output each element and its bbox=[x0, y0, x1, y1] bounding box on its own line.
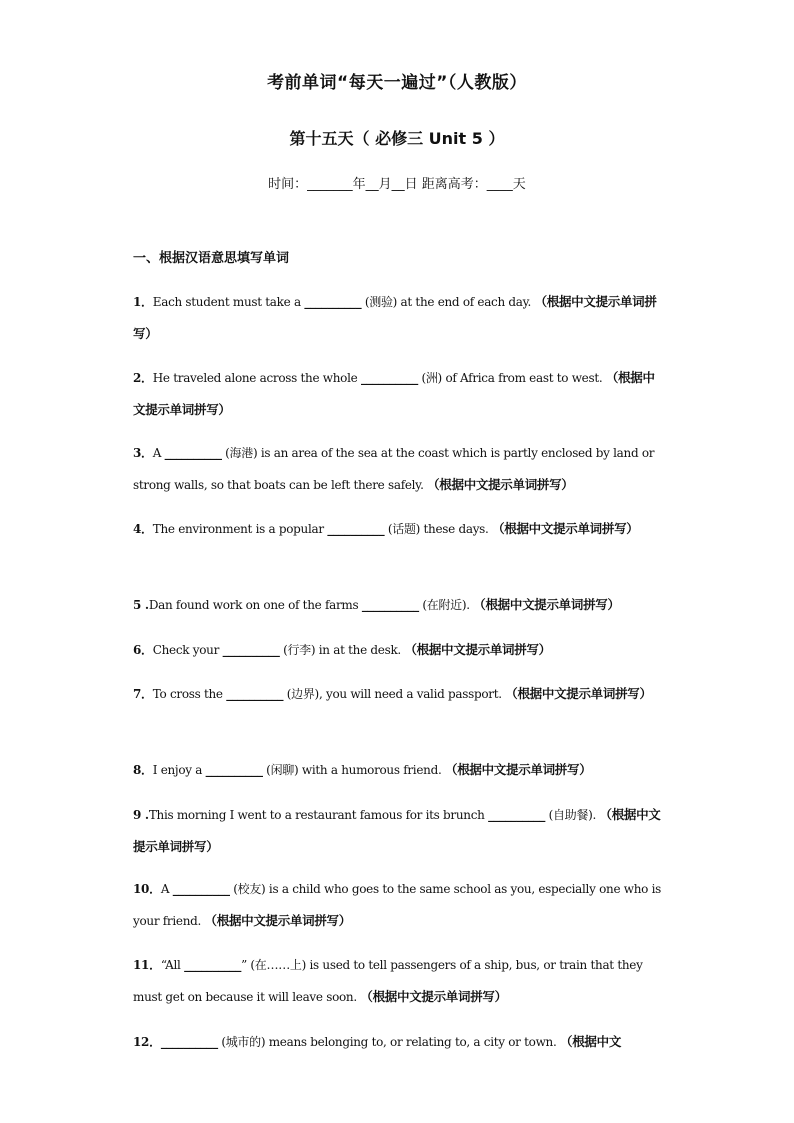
answer-blank: __________ bbox=[184, 958, 242, 972]
question-hint: （根据中文提示单词拼写） bbox=[505, 686, 652, 701]
question-text-after: (在附近). bbox=[418, 598, 474, 612]
question-text-before: To cross the bbox=[152, 687, 227, 701]
question-item bbox=[133, 286, 665, 350]
question-text-after: (城市的) means belonging to, or relating to, a city or town. bbox=[217, 1035, 561, 1049]
question-number: 12． bbox=[133, 1035, 161, 1049]
date-line: 时间：_______年__月__日 距离高考：____天 bbox=[268, 177, 526, 192]
question-number: 2． bbox=[133, 371, 153, 385]
answer-blank: __________ bbox=[205, 763, 263, 777]
question-hint: （根据中文提示单词拼写） bbox=[133, 807, 661, 854]
question-text-before: “All bbox=[160, 958, 185, 972]
question-number: 6． bbox=[133, 643, 153, 657]
question-text-after: (行李) in at the desk. bbox=[279, 643, 405, 657]
answer-blank: __________ bbox=[361, 598, 419, 612]
question-text-after: (边界), you will need a valid passport. bbox=[283, 687, 506, 701]
question-text-before: Each student must take a bbox=[152, 295, 305, 309]
question-text-before: This morning I went to a restaurant famous for its brunch bbox=[148, 808, 489, 822]
question-hint: （根据中文提示单词拼写） bbox=[133, 370, 655, 417]
answer-blank: __________ bbox=[164, 446, 222, 460]
question-item bbox=[133, 438, 665, 501]
question-text-before: A bbox=[152, 446, 165, 460]
question-hint: （根据中文提示单词拼写） bbox=[492, 521, 639, 536]
question-text-after: (闲聊) with a humorous friend. bbox=[262, 763, 445, 777]
question-item bbox=[133, 1026, 665, 1058]
question-text-after: (话题) these days. bbox=[384, 522, 493, 536]
answer-blank: __________ bbox=[172, 882, 230, 896]
question-text-before: He traveled alone across the whole bbox=[152, 371, 361, 385]
question-text-before: A bbox=[160, 882, 173, 896]
question-text-before: Dan found work on one of the farms bbox=[148, 598, 362, 612]
question-hint: （根据中文提示单词拼写） bbox=[360, 989, 507, 1004]
question-text-before: Check your bbox=[152, 643, 223, 657]
document-subtitle: 第十五天（ 必修三 Unit 5 ） bbox=[289, 129, 505, 148]
section-heading: 一、根据汉语意思填写单词 bbox=[133, 251, 290, 266]
question-item bbox=[133, 874, 665, 937]
question-text-before: The environment is a popular bbox=[152, 522, 328, 536]
question-item bbox=[133, 634, 665, 666]
question-number: 11． bbox=[133, 958, 161, 972]
question-hint: （根据中文提示单词拼写） bbox=[404, 642, 551, 657]
document-title: 考前单词“每天一遍过”（人教版） bbox=[267, 73, 527, 93]
question-item bbox=[133, 513, 665, 545]
answer-blank: __________ bbox=[222, 643, 280, 657]
question-text-after: (海港) is an area of the sea at the coast which is partly enclosed by land or strong walls, so that boats can be left there safely. bbox=[133, 446, 655, 492]
question-item bbox=[133, 678, 665, 710]
question-text-after: ” (在……上) is used to tell passengers of a ship, bus, or train that they must get on because it will leave soon. bbox=[133, 958, 643, 1004]
question-number: 8． bbox=[133, 763, 153, 777]
question-item bbox=[133, 589, 665, 621]
question-text-after: (校友) is a child who goes to the same school as you, especially one who is your friend. bbox=[133, 882, 661, 928]
question-number: 7． bbox=[133, 687, 153, 701]
question-number: 4． bbox=[133, 522, 153, 536]
question-item bbox=[133, 799, 665, 863]
question-text-after: (洲) of Africa from east to west. bbox=[417, 371, 606, 385]
question-text-after: (自助餐). bbox=[545, 808, 600, 822]
question-text-before: I enjoy a bbox=[152, 763, 206, 777]
question-hint: （根据中文提示单词拼写） bbox=[133, 294, 657, 341]
answer-blank: __________ bbox=[360, 371, 418, 385]
question-number: 9 . bbox=[133, 808, 149, 822]
question-hint: （根据中文提示单词拼写） bbox=[204, 913, 351, 928]
answer-blank: __________ bbox=[160, 1035, 218, 1049]
question-item bbox=[133, 950, 665, 1013]
question-number: 1． bbox=[133, 295, 153, 309]
question-hint: （根据中文提示单词拼写） bbox=[445, 762, 592, 777]
answer-blank: __________ bbox=[226, 687, 284, 701]
question-hint: （根据中文提示单词拼写） bbox=[473, 597, 620, 612]
question-item bbox=[133, 362, 665, 426]
question-number: 10． bbox=[133, 882, 161, 896]
answer-blank: __________ bbox=[327, 522, 385, 536]
question-hint: （根据中文提示单词拼写） bbox=[427, 477, 574, 492]
answer-blank: __________ bbox=[304, 295, 362, 309]
question-hint: （根据中文 bbox=[560, 1034, 622, 1049]
question-number: 5 . bbox=[133, 598, 149, 612]
question-item bbox=[133, 754, 665, 786]
answer-blank: __________ bbox=[488, 808, 546, 822]
question-text-after: (测验) at the end of each day. bbox=[361, 295, 535, 309]
question-number: 3． bbox=[133, 446, 153, 460]
